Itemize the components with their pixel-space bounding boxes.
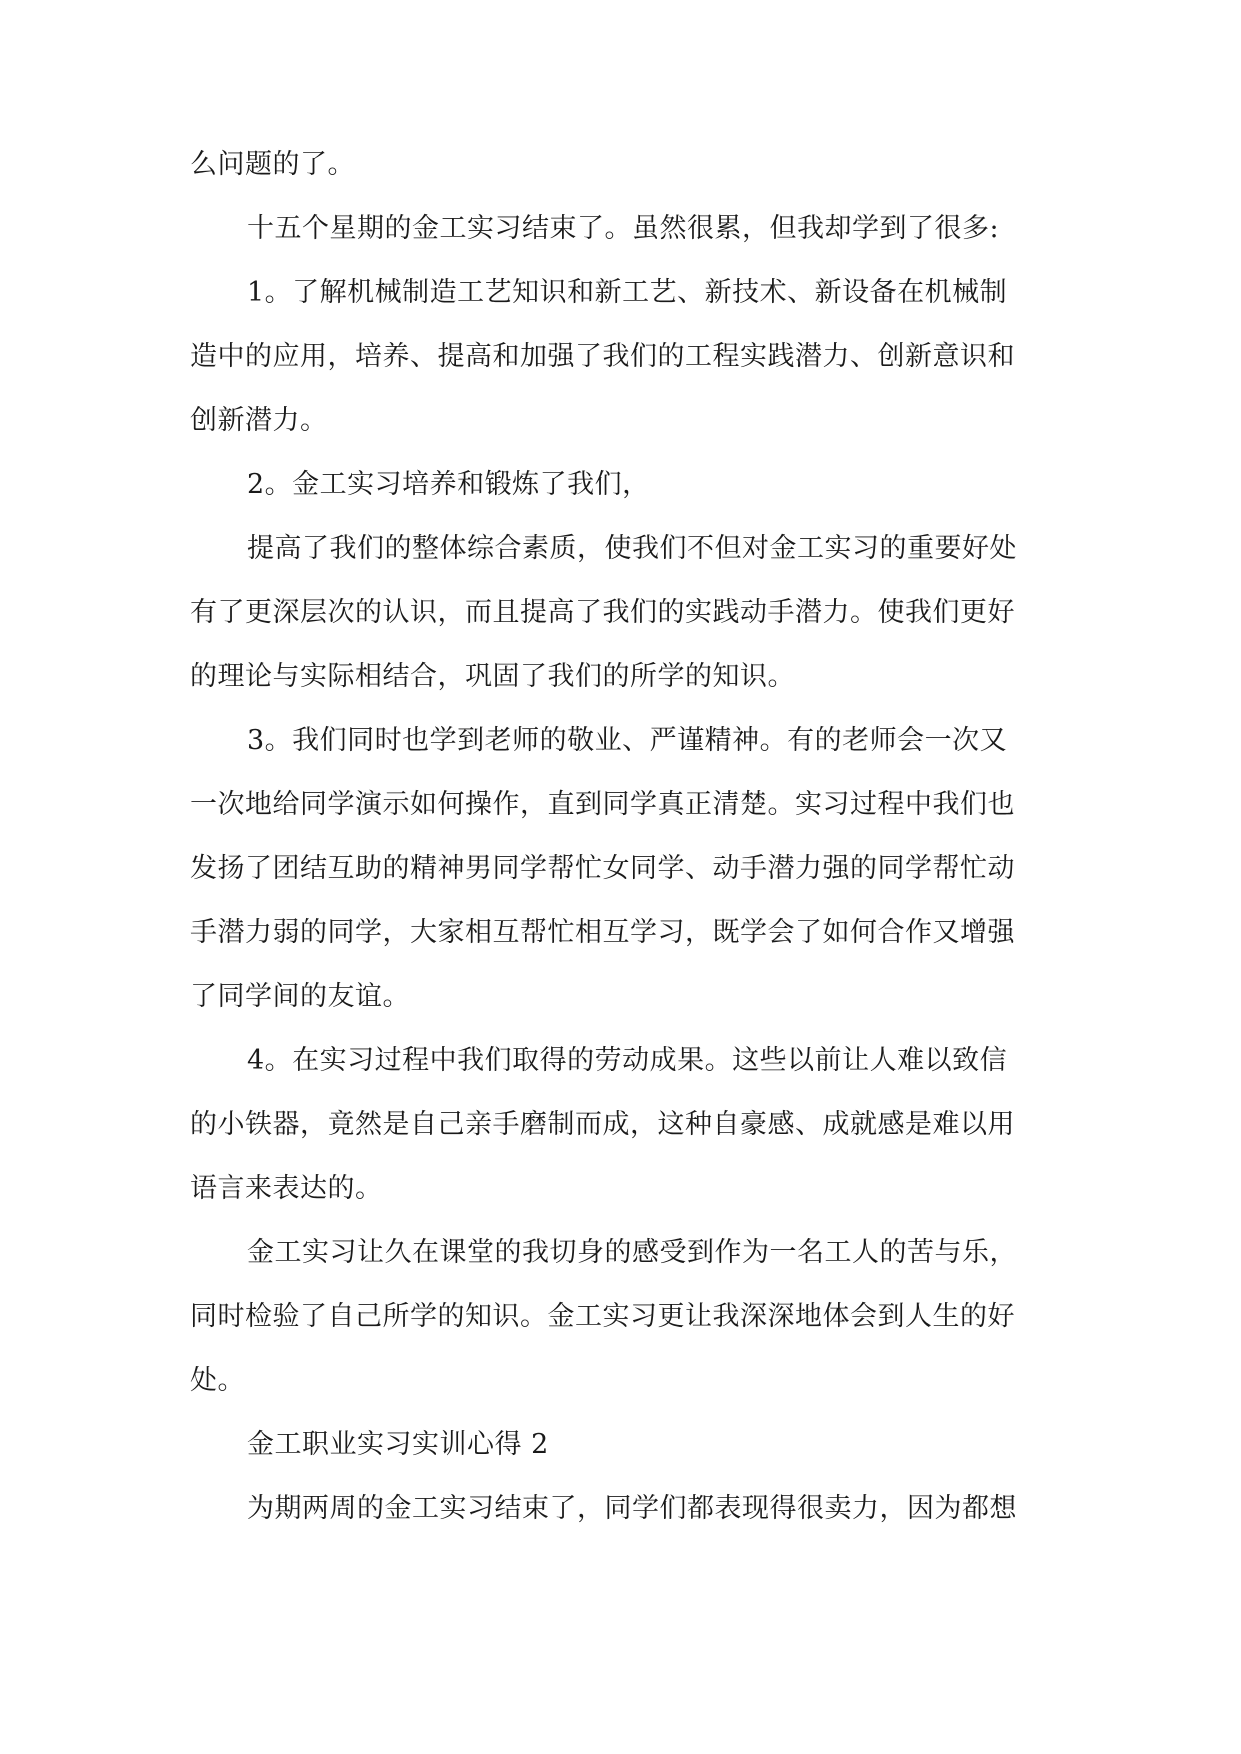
text-line: 语言来表达的。 <box>190 1173 383 1204</box>
text-line: 处。 <box>190 1365 245 1396</box>
list-item-2: 2。金工实习培养和锻炼了我们， <box>247 469 650 500</box>
text-line: 造中的应用，培养、提高和加强了我们的工程实践潜力、创新意识和 <box>190 341 1015 372</box>
paragraph-start: 十五个星期的金工实习结束了。虽然很累，但我却学到了很多: <box>247 213 1000 244</box>
text-line: 的小铁器，竟然是自己亲手磨制而成，这种自豪感、成就感是难以用 <box>190 1109 1015 1140</box>
text-line: 了同学间的友谊。 <box>190 981 410 1012</box>
paragraph-start: 提高了我们的整体综合素质，使我们不但对金工实习的重要好处 <box>247 533 1017 564</box>
text-line: 有了更深层次的认识，而且提高了我们的实践动手潜力。使我们更好 <box>190 597 1015 628</box>
list-item-3: 3。我们同时也学到老师的敬业、严谨精神。有的老师会一次又 <box>247 725 1008 756</box>
paragraph-start: 为期两周的金工实习结束了，同学们都表现得很卖力，因为都想 <box>247 1493 1017 1524</box>
text-line: 么问题的了。 <box>190 149 355 180</box>
list-item-1: 1。了解机械制造工艺知识和新工艺、新技术、新设备在机械制 <box>247 277 1008 308</box>
paragraph-start: 金工实习让久在课堂的我切身的感受到作为一名工人的苦与乐， <box>247 1237 1017 1268</box>
list-item-4: 4。在实习过程中我们取得的劳动成果。这些以前让人难以致信 <box>247 1045 1008 1076</box>
text-line: 的理论与实际相结合，巩固了我们的所学的知识。 <box>190 661 795 692</box>
text-line: 创新潜力。 <box>190 405 328 436</box>
text-line: 手潜力弱的同学，大家相互帮忙相互学习，既学会了如何合作又增强 <box>190 917 1015 948</box>
text-line: 同时检验了自己所学的知识。金工实习更让我深深地体会到人生的好 <box>190 1301 1015 1332</box>
text-line: 一次地给同学演示如何操作，直到同学真正清楚。实习过程中我们也 <box>190 789 1015 820</box>
section-heading: 金工职业实习实训心得 2 <box>247 1429 549 1460</box>
text-line: 发扬了团结互助的精神男同学帮忙女同学、动手潜力强的同学帮忙动 <box>190 853 1015 884</box>
